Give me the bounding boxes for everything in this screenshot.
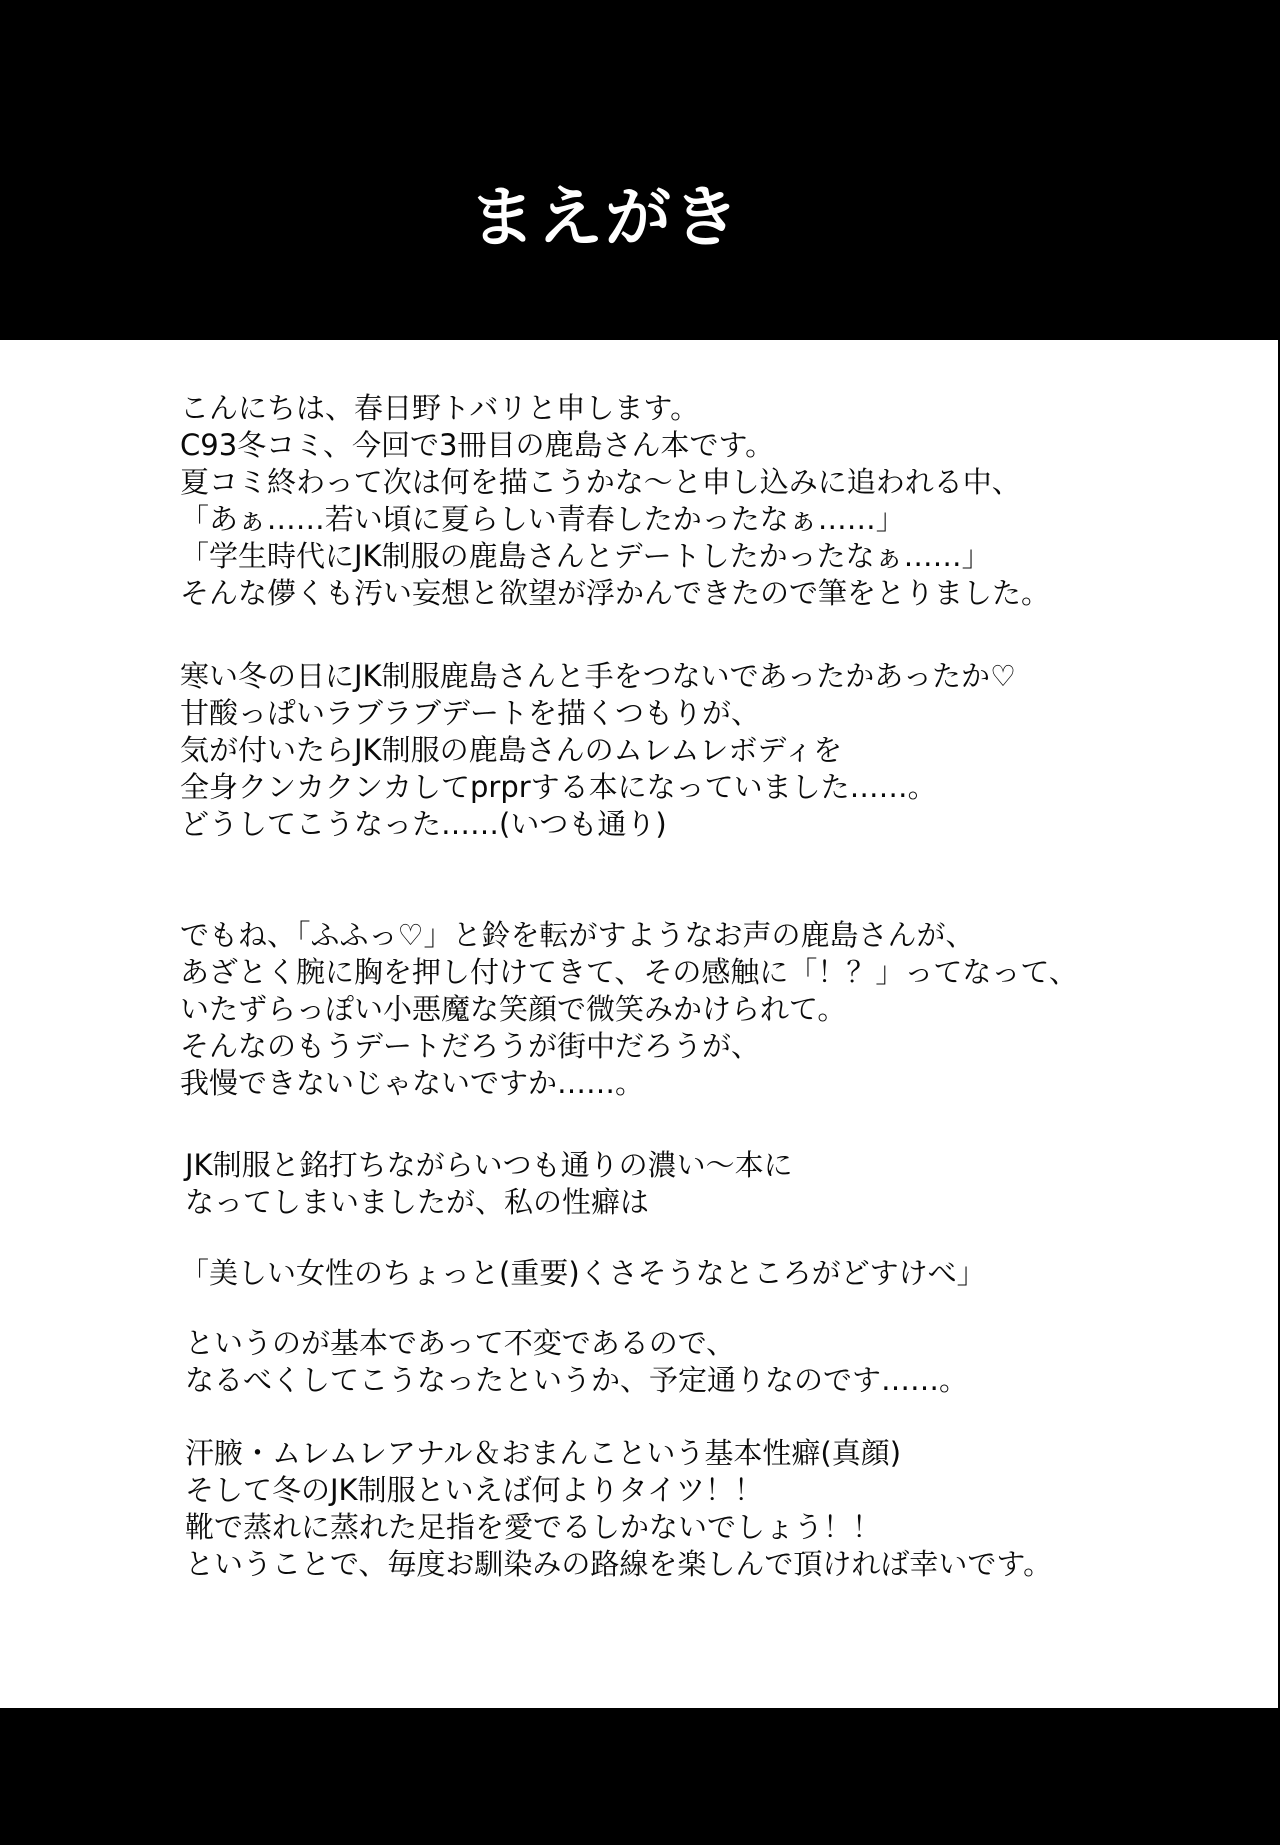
text-line: 気が付いたらJK制服の鹿島さんのムレムレボディを — [180, 733, 843, 767]
text-line: どうしてこうなった……(いつも通り) — [180, 807, 667, 841]
text-line: そして冬のJK制服といえば何よりタイツ！！ — [185, 1473, 763, 1507]
text-line: 汗腋・ムレムレアナル＆おまんこという基本性癖(真顔) — [185, 1436, 902, 1470]
text-line: あざとく腕に胸を押し付けてきて、その感触に「！？」ってなって、 — [180, 955, 1078, 989]
text-line: こんにちは、春日野トバリと申します。 — [180, 391, 700, 425]
text-line: 夏コミ終わって次は何を描こうかな～と申し込みに追われる中、 — [180, 465, 1021, 499]
text-line: 寒い冬の日にJK制服鹿島さんと手をつないであったかあったか♡ — [180, 659, 1016, 693]
paragraph-greeting — [0, 390, 1260, 612]
text-line: 「美しい女性のちょっと(重要)くさそうなところがどすけべ」 — [180, 1256, 986, 1290]
text-line: 全身クンカクンカしてprprする本になっていました……。 — [180, 770, 937, 804]
text-line: でもね、「ふふっ♡」と鈴を転がすようなお声の鹿島さんが、 — [180, 918, 975, 952]
paragraph-basis — [0, 1325, 1260, 1399]
paragraph-winter-date — [0, 658, 1260, 843]
page-title: まえがき — [469, 179, 741, 256]
text-line: なるべくしてこうなったというか、予定通りなのです……。 — [185, 1363, 969, 1397]
text-line: というのが基本であって不変であるので、 — [185, 1326, 736, 1360]
text-line: いたずらっぽい小悪魔な笑顔で微笑みかけられて。 — [180, 992, 847, 1026]
header-band — [0, 0, 1280, 340]
text-line: 「学生時代にJK制服の鹿島さんとデートしたかったなぁ……」 — [180, 539, 991, 573]
text-line: そんなのもうデートだろうが街中だろうが、 — [180, 1029, 761, 1063]
text-line: そんな儚くも汚い妄想と欲望が浮かんできたので筆をとりました。 — [180, 576, 1051, 610]
footer-band — [0, 1708, 1280, 1845]
text-line: なってしまいましたが、私の性癖は — [185, 1185, 650, 1219]
text-line: 「あぁ……若い頃に夏らしい青春したかったなぁ……」 — [180, 502, 905, 536]
text-line: ということで、毎度お馴染みの路線を楽しんで頂ければ幸いです。 — [185, 1547, 1053, 1581]
paragraph-kashima — [0, 917, 1260, 1102]
text-line: 甘酸っぱいラブラブデートを描くつもりが、 — [180, 696, 761, 730]
text-line: C93冬コミ、今回で3冊目の鹿島さん本です。 — [180, 428, 775, 462]
text-line: 我慢できないじゃないですか……。 — [180, 1066, 645, 1100]
paragraph-closing — [0, 1435, 1260, 1583]
text-line: 靴で蒸れに蒸れた足指を愛でるしかないでしょう！！ — [185, 1510, 882, 1544]
paragraph-jk — [0, 1147, 1260, 1221]
text-panel — [0, 340, 1278, 1708]
paragraph-quote — [0, 1255, 1260, 1292]
text-line: JK制服と銘打ちながらいつも通りの濃い～本に — [185, 1148, 793, 1182]
